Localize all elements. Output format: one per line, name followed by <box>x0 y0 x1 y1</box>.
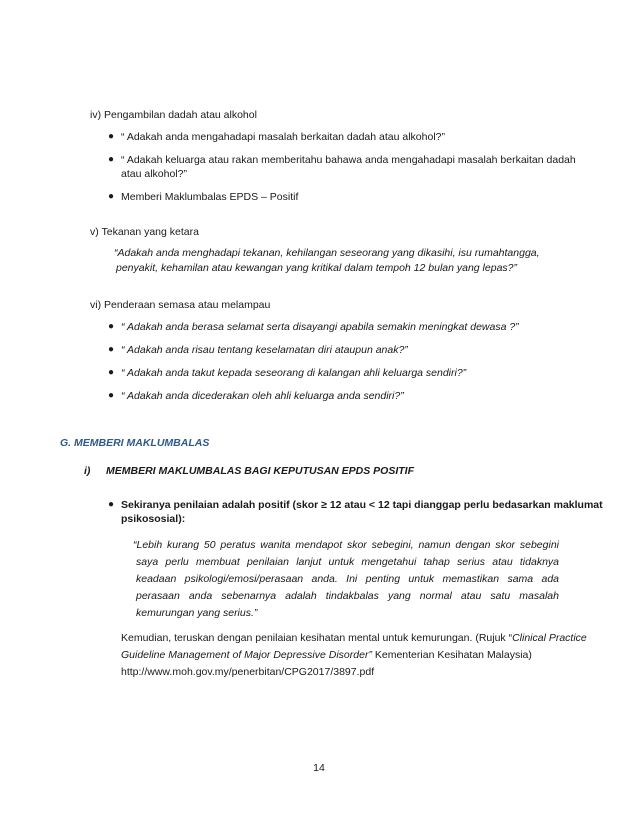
bullet-icon: ● <box>108 191 115 202</box>
quote-line: “Lebih kurang 50 peratus wanita mendapot skor sebegini, namun dengan skor sebegini <box>133 539 559 551</box>
quote-line: “Adakah anda menghadapi tekanan, kehilangan seseorang yang dikasihi, isu rumahtangga, <box>114 247 540 259</box>
bullet-icon: ● <box>108 344 115 355</box>
section-v-title: v) Tekanan yang ketara <box>90 226 199 238</box>
quote-line: kemurungan yang serius.” <box>136 607 258 619</box>
section-vi-title: vi) Penderaan semasa atau melampau <box>90 299 271 311</box>
list-item: Memberi Maklumbalas EPDS – Positif <box>121 191 299 203</box>
list-item-continuation: atau alkohol?” <box>121 168 187 180</box>
bullet-icon: ● <box>108 321 115 332</box>
bullet-icon: ● <box>108 154 115 165</box>
reference-link[interactable]: http://www.moh.gov.my/penerbitan/CPG2017/3897.pdf <box>121 666 375 678</box>
list-item: “ Adakah anda risau tentang keselamatan diri ataupun anak?” <box>121 344 408 356</box>
list-item: “ Adakah anda mengahadapi masalah berkaitan dadah atau alkohol?” <box>121 131 445 143</box>
bullet-icon: ● <box>108 367 115 378</box>
page-number: 14 <box>313 762 325 774</box>
section-heading: G. MEMBERI MAKLUMBALAS <box>60 437 210 449</box>
section-iv-title: iv) Pengambilan dadah atau alkohol <box>90 109 257 121</box>
list-item: “ Adakah anda takut kepada seseorang di kalangan ahli keluarga sendiri?” <box>121 367 467 379</box>
subsection-number: i) <box>84 465 91 477</box>
paragraph-line: Guideline Management of Major Depressive Disorder” Kementerian Kesihatan Malaysia) <box>121 649 532 661</box>
list-item: “ Adakah anda dicederakan oleh ahli keluarga anda sendiri?” <box>121 390 404 402</box>
list-item: “ Adakah keluarga atau rakan memberitahu bahawa anda mengahadapi masalah berkaitan dadah <box>121 154 576 166</box>
quote-line: penyakit, kehamilan atau kewangan yang kritikal dalam tempoh 12 bulan yang lepas?” <box>116 262 517 274</box>
paragraph-line: Kemudian, teruskan dengan penilaian kesihatan mental untuk kemurungan. (Rujuk “Clinical Practice <box>121 632 587 644</box>
quote-line: perasaan anda sebenarnya adalah tindakbalas yang normal atau satu masalah <box>136 590 559 602</box>
bullet-icon: ● <box>108 390 115 401</box>
bold-criterion-continuation: psikososial): <box>121 513 186 525</box>
subsection-title: MEMBERI MAKLUMBALAS BAGI KEPUTUSAN EPDS POSITIF <box>106 465 415 477</box>
bullet-icon: ● <box>108 499 115 510</box>
quote-line: keadaan psikologi/emosi/perasaan anda. Ini penting untuk memastikan sama ada <box>136 573 559 585</box>
bullet-icon: ● <box>108 131 115 142</box>
bold-criterion: Sekiranya penilaian adalah positif (skor ≥ 12 atau < 12 tapi dianggap perlu bedasarkan maklumat <box>121 499 603 511</box>
quote-line: saya perlu membuat penilaian lanjut untuk mengetahui tahap serius atau tidaknya <box>136 556 559 568</box>
list-item: “ Adakah anda berasa selamat serta disayangi apabila semakin meningkat dewasa ?” <box>121 321 519 333</box>
